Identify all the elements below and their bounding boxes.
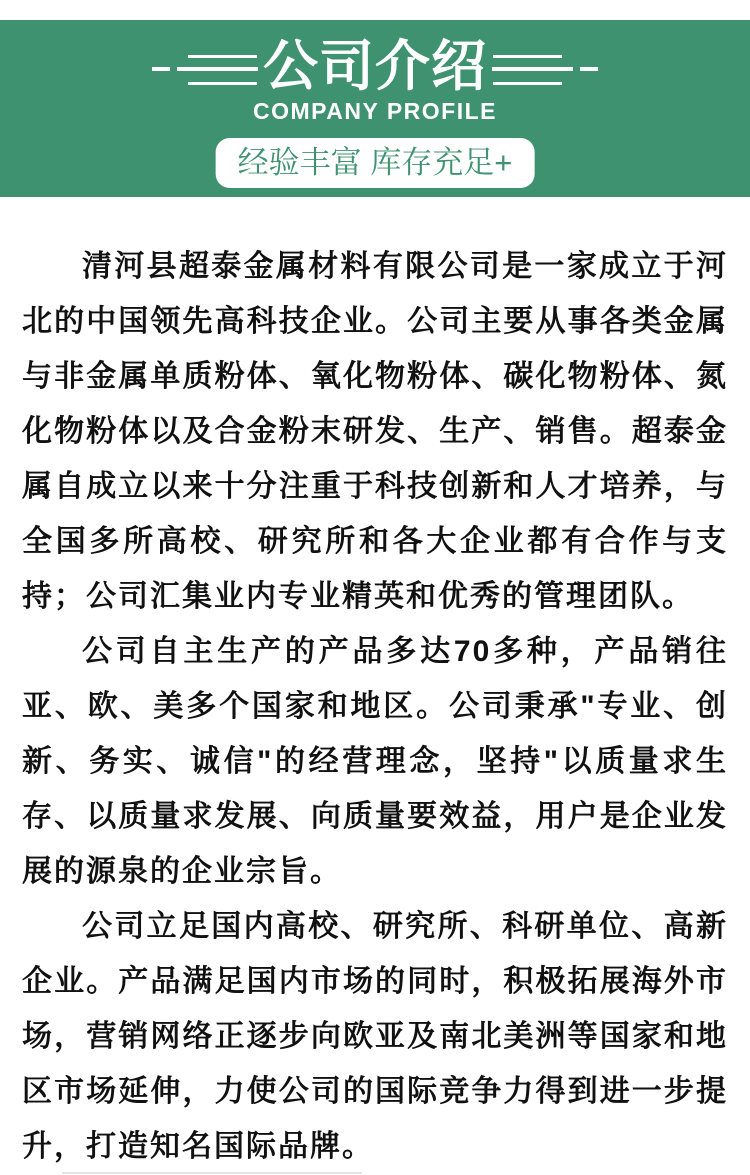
feature-badge: 经验丰富 库存充足+ [216,138,535,188]
title-decoration-right-bottom-line [493,82,562,85]
section-subtitle-en: COMPANY PROFILE [253,98,497,124]
profile-paragraph-3: 公司立足国内高校、研究所、科研单位、高新企业。产品满足国内市场的同时，积极拓展海外市场，营销网络正逐步向欧亚及南北美洲等国家和地区市场延伸，力使公司的国际竞争力得到进一步提升，打造知名国际品牌。 [22,910,728,1163]
profile-paragraph-2: 公司自主生产的产品多达70多种，产品销往亚、欧、美多个国家和地区。公司秉承"专业、创新、务实、诚信"的经营理念，坚持"以质量求生存、以质量求发展、向质量要效益，用户是企业发展的源泉的企业宗旨。 [22,635,728,888]
next-section-edge [62,1172,362,1174]
profile-paragraph-1: 清河县超泰金属材料有限公司是一家成立于河北的中国领先高科技企业。公司主要从事各类金属与非金属单质粉体、氧化物粉体、碳化物粉体、氮化物粉体以及合金粉末研发、生产、销售。超泰金属自成立以来十分注重于科技创新和人才培养，与全国多所高校、研究所和各大企业都有合作与支持；公司汇集业内专业精英和优秀的管理团队。 [22,250,728,613]
section-title: 公司介绍 [262,35,487,97]
title-decoration-right-top-line [493,55,562,58]
profile-text [0,197,750,1174]
title-decoration-right-middle-line [492,67,573,71]
banner [0,20,750,197]
top-white-strip [0,0,750,20]
title-decoration-right-dash [580,67,598,71]
